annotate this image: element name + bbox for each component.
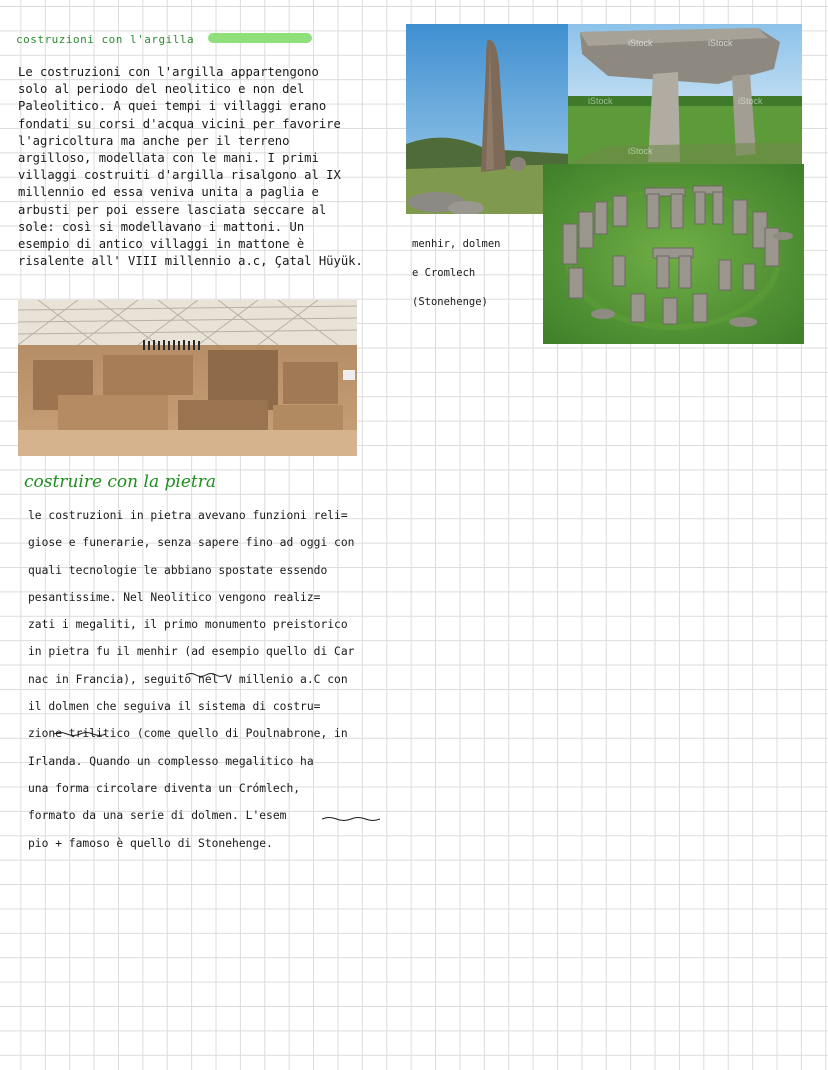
stone-paragraph: le costruzioni in pietra avevano funzioni reli= giose e funerarie, senza sapere fino ad oggi con quali tecnologie le abbiano spostate essendo pesantissime. Nel Neolitico vengono realiz= zati i megaliti, il primo monumento preistorico in pietra fu il menhir (ad esempio quello di Car nac in Francia), seguito nel V millenio a.C con il dolmen che seguiva il sistema di costru= zione trilitico (come quello di Poulnabrone, in Irlanda. Quando un complesso megalitico ha una forma circolare diventa un Crómlech, formato da una serie di dolmen. L'esem pio + famoso è quello di Stonehenge. xyxy=(28,509,355,850)
clay-section-title: costruzioni con l'argilla xyxy=(16,33,195,46)
clay-paragraph: Le costruzioni con l'argilla appartengono solo al periodo del neolitico e non del Paleolitico. A quei tempi i villaggi erano fondati su corsi d'acqua vicini per favorire l'agricoltura ma anche per il terreno argilloso, modellata con le mani. I primi villaggi costruiti d'argilla risalgono al IX millennio ed essa veniva unita a paglia e arbusti per poi essere lasciata seccare al sole: così si modellavano i mattoni. Un esempio di antico villaggi in mattone è risalente all' VIII millennio a.c, Çatal Hüyük. xyxy=(18,65,363,269)
menhir-underline xyxy=(186,672,226,678)
photo-caption: menhir, dolmen e Cromlech (Stonehenge) xyxy=(412,238,501,308)
watermark-2: iStock xyxy=(708,38,733,48)
title-highlight xyxy=(208,33,312,43)
catal-huyuk-photo xyxy=(18,300,357,456)
stonehenge-photo xyxy=(543,164,804,344)
watermark-1: iStock xyxy=(628,38,653,48)
dolmen-underline xyxy=(54,731,106,737)
stone-section-title: costruire con la pietra xyxy=(24,472,216,492)
watermark-3: iStock xyxy=(588,96,613,106)
watermark-4: iStock xyxy=(738,96,763,106)
cromlech-underline xyxy=(322,816,380,822)
watermark-5: iStock xyxy=(628,146,653,156)
dolmen-photo xyxy=(568,24,802,164)
